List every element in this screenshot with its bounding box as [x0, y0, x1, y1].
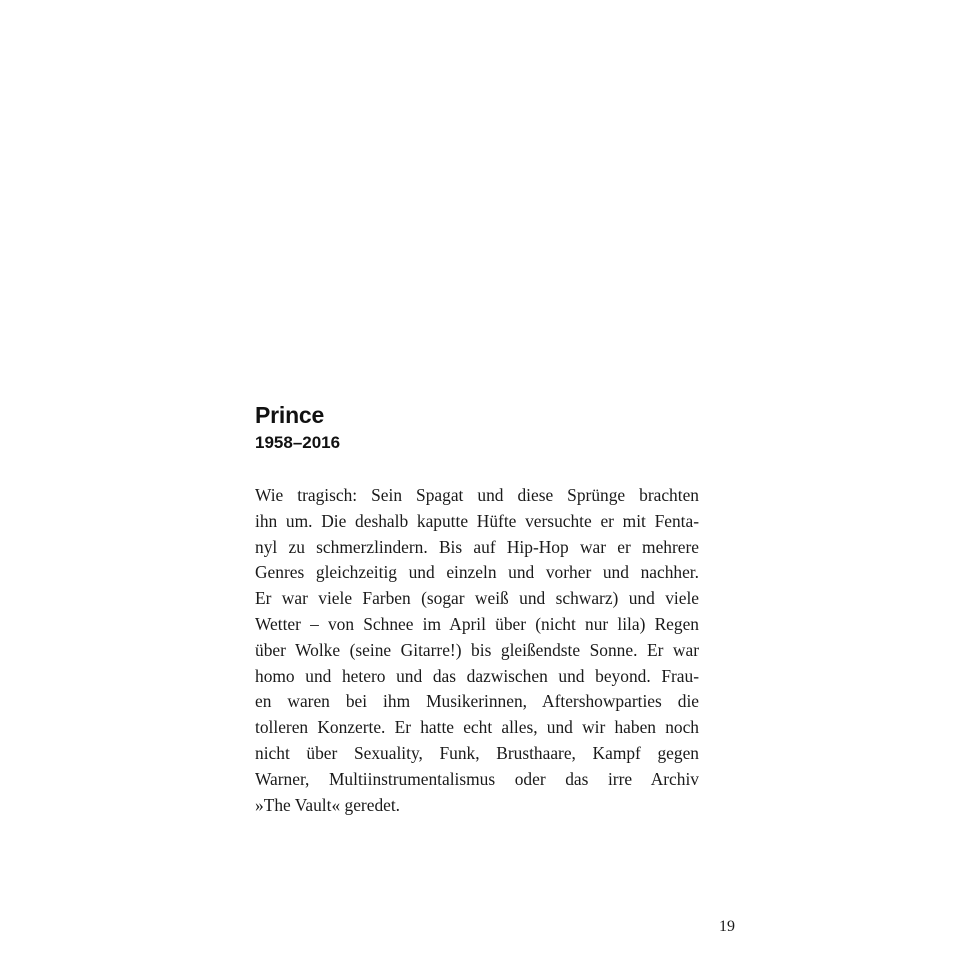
body-line: ihn um. Die deshalb kaputte Hüfte versuchte er mit Fenta-: [255, 510, 699, 531]
entry-body: [255, 483, 699, 818]
page-number: 19: [719, 918, 735, 935]
body-line: Er war viele Farben (sogar weiß und schwarz) und viele: [255, 588, 699, 609]
entry-title: Prince: [255, 402, 325, 428]
body-line: Genres gleichzeitig und einzeln und vorher und nachher.: [255, 562, 699, 583]
body-line: Wie tragisch: Sein Spagat und diese Sprünge brachten: [255, 485, 699, 505]
body-line: en waren bei ihm Musikerinnen, Aftershowparties die: [255, 691, 699, 712]
entry-dates: 1958–2016: [255, 433, 341, 452]
body-line: »The Vault« geredet.: [255, 794, 401, 815]
body-line: Wetter – von Schnee im April über (nicht nur lila) Regen: [255, 613, 699, 634]
body-line: nyl zu schmerzlindern. Bis auf Hip-Hop war er mehrere: [255, 536, 699, 557]
body-line: homo und hetero und das dazwischen und beyond. Frau-: [255, 665, 699, 686]
body-line: nicht über Sexuality, Funk, Brusthaare, Kampf gegen: [255, 742, 699, 763]
biography-entry: [255, 401, 699, 818]
body-line: tolleren Konzerte. Er hatte echt alles, und wir haben noch: [255, 717, 699, 738]
body-line: über Wolke (seine Gitarre!) bis gleißendste Sonne. Er war: [255, 639, 699, 660]
body-line: Warner, Multiinstrumentalismus oder das irre Archiv: [255, 768, 699, 789]
